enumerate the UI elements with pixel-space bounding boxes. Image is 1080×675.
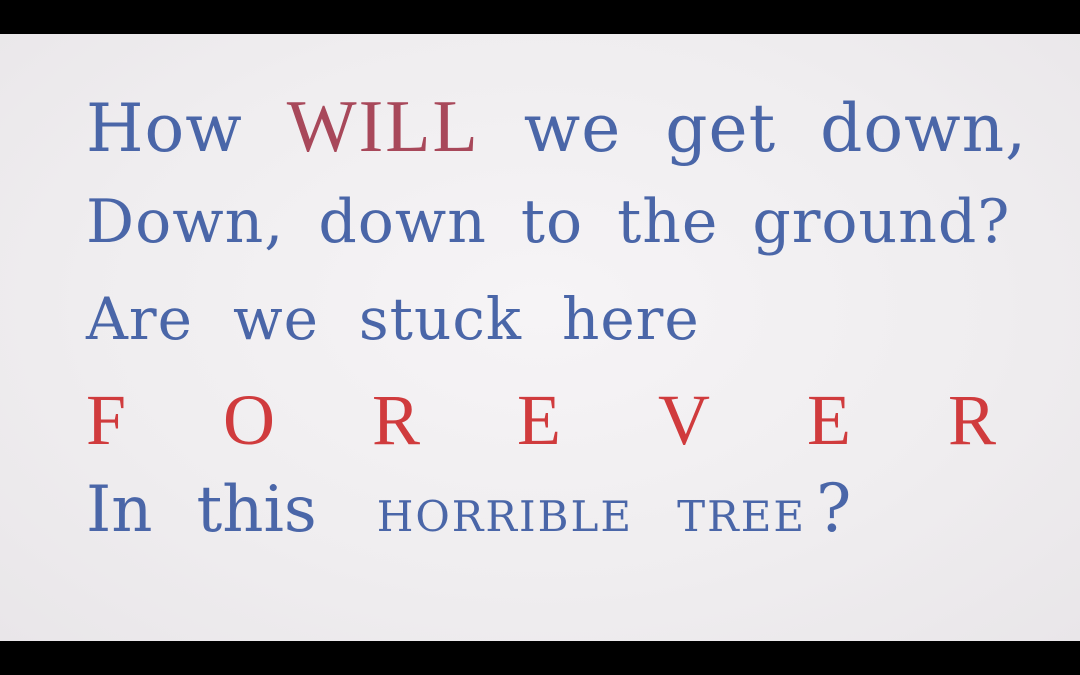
- letterbox-top: [0, 0, 1080, 34]
- letter-v: V: [658, 380, 710, 460]
- word-here: here: [561, 285, 700, 353]
- word-down: down,: [820, 90, 1028, 167]
- letterbox-bottom: [0, 641, 1080, 675]
- word-down-2: down: [318, 187, 487, 257]
- word-tree: TREE: [677, 492, 807, 541]
- letter-o: O: [223, 380, 276, 460]
- question-mark: ?: [816, 470, 852, 547]
- letter-e-2: E: [806, 380, 851, 460]
- word-will: WILL: [286, 86, 480, 168]
- word-horrible: HORRIBLE: [376, 492, 634, 541]
- word-stuck: stuck: [358, 285, 522, 353]
- word-in: In: [86, 473, 153, 547]
- line-5: [86, 470, 852, 547]
- line-1: [86, 86, 1028, 168]
- line-3: [86, 285, 700, 353]
- line-forever: [86, 380, 996, 460]
- letter-r: R: [372, 380, 421, 460]
- word-get: get: [665, 90, 777, 167]
- word-how: How: [86, 90, 243, 167]
- letter-r-2: R: [947, 380, 996, 460]
- letter-e: E: [517, 380, 562, 460]
- word-this: this: [196, 473, 317, 547]
- word-to: to: [520, 187, 584, 257]
- word-ground: ground?: [752, 187, 1011, 257]
- word-the: the: [617, 187, 719, 257]
- letter-f: F: [86, 380, 127, 460]
- word-we: we: [523, 90, 622, 167]
- line-2: [86, 187, 1011, 257]
- word-down-capital: Down,: [86, 187, 285, 257]
- word-we-2: we: [232, 285, 319, 353]
- word-are: Are: [86, 285, 193, 353]
- book-page: [0, 34, 1080, 641]
